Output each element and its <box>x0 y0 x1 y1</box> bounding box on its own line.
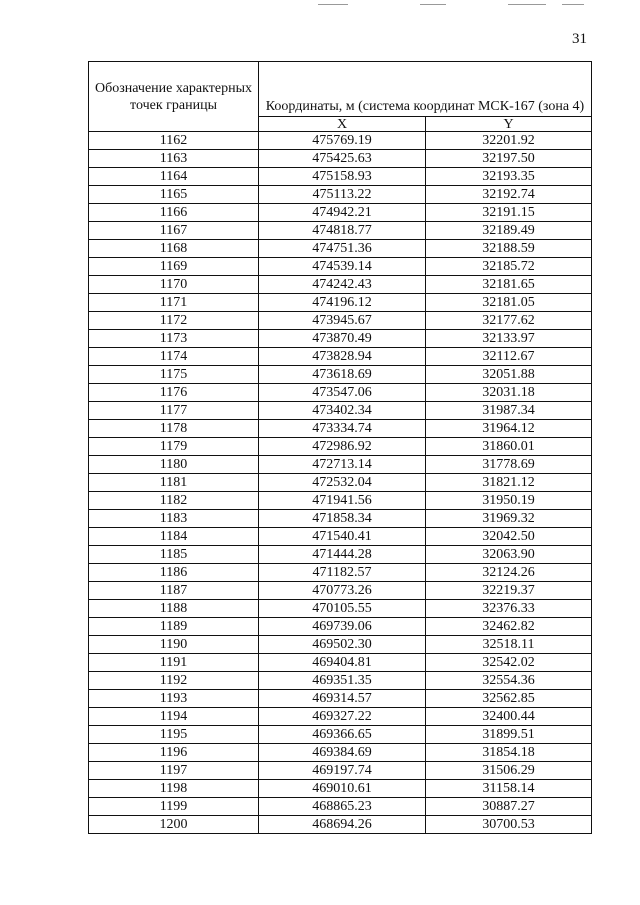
x-coordinate-cell: 471858.34 <box>259 510 426 528</box>
y-coordinate-cell: 32189.49 <box>426 222 592 240</box>
table-row <box>89 780 592 798</box>
y-coordinate-cell: 32124.26 <box>426 564 592 582</box>
x-coordinate-cell: 475425.63 <box>259 150 426 168</box>
table-row <box>89 744 592 762</box>
point-id-cell: 1169 <box>89 258 259 276</box>
x-coordinate-cell: 474942.21 <box>259 204 426 222</box>
point-id-cell: 1175 <box>89 366 259 384</box>
x-coordinate-cell: 468865.23 <box>259 798 426 816</box>
point-id-cell: 1184 <box>89 528 259 546</box>
y-coordinate-cell: 32185.72 <box>426 258 592 276</box>
table-row <box>89 708 592 726</box>
table-row <box>89 546 592 564</box>
table-row <box>89 132 592 150</box>
y-coordinate-cell: 32112.67 <box>426 348 592 366</box>
y-coordinate-cell: 32181.65 <box>426 276 592 294</box>
point-id-cell: 1185 <box>89 546 259 564</box>
scan-artifact-line <box>420 4 446 5</box>
y-coordinate-cell: 32042.50 <box>426 528 592 546</box>
table-row <box>89 150 592 168</box>
table-row <box>89 762 592 780</box>
table-row <box>89 294 592 312</box>
point-id-cell: 1181 <box>89 474 259 492</box>
table-row <box>89 456 592 474</box>
table-row <box>89 312 592 330</box>
y-coordinate-cell: 32542.02 <box>426 654 592 672</box>
scan-artifact-line <box>318 4 348 5</box>
y-coordinate-cell: 32181.05 <box>426 294 592 312</box>
y-coordinate-cell: 32051.88 <box>426 366 592 384</box>
point-id-cell: 1163 <box>89 150 259 168</box>
x-coordinate-cell: 468694.26 <box>259 816 426 834</box>
table-row <box>89 636 592 654</box>
table-row <box>89 168 592 186</box>
point-label-header: Обозначение характерных точек границы <box>89 62 259 132</box>
point-id-cell: 1178 <box>89 420 259 438</box>
y-coordinate-cell: 32201.92 <box>426 132 592 150</box>
table-body <box>89 132 592 834</box>
point-id-cell: 1177 <box>89 402 259 420</box>
x-header: X <box>259 117 426 132</box>
table-row <box>89 510 592 528</box>
y-coordinate-cell: 30700.53 <box>426 816 592 834</box>
x-coordinate-cell: 473334.74 <box>259 420 426 438</box>
x-coordinate-cell: 470105.55 <box>259 600 426 618</box>
y-coordinate-cell: 31964.12 <box>426 420 592 438</box>
y-coordinate-cell: 32219.37 <box>426 582 592 600</box>
table-row <box>89 258 592 276</box>
point-id-cell: 1174 <box>89 348 259 366</box>
point-id-cell: 1188 <box>89 600 259 618</box>
x-coordinate-cell: 474539.14 <box>259 258 426 276</box>
point-id-cell: 1164 <box>89 168 259 186</box>
x-coordinate-cell: 469197.74 <box>259 762 426 780</box>
point-id-cell: 1180 <box>89 456 259 474</box>
y-coordinate-cell: 31854.18 <box>426 744 592 762</box>
x-coordinate-cell: 471182.57 <box>259 564 426 582</box>
x-coordinate-cell: 469314.57 <box>259 690 426 708</box>
point-id-cell: 1170 <box>89 276 259 294</box>
x-coordinate-cell: 469327.22 <box>259 708 426 726</box>
y-coordinate-cell: 31158.14 <box>426 780 592 798</box>
x-coordinate-cell: 473547.06 <box>259 384 426 402</box>
point-id-cell: 1187 <box>89 582 259 600</box>
x-coordinate-cell: 470773.26 <box>259 582 426 600</box>
point-id-cell: 1182 <box>89 492 259 510</box>
y-coordinate-cell: 32031.18 <box>426 384 592 402</box>
point-id-cell: 1198 <box>89 780 259 798</box>
table-row <box>89 564 592 582</box>
y-coordinate-cell: 32192.74 <box>426 186 592 204</box>
table-row <box>89 276 592 294</box>
x-coordinate-cell: 475113.22 <box>259 186 426 204</box>
point-id-cell: 1196 <box>89 744 259 762</box>
x-coordinate-cell: 471444.28 <box>259 546 426 564</box>
point-id-cell: 1194 <box>89 708 259 726</box>
point-id-cell: 1190 <box>89 636 259 654</box>
x-coordinate-cell: 469384.69 <box>259 744 426 762</box>
table-row <box>89 654 592 672</box>
table-row <box>89 384 592 402</box>
point-id-cell: 1200 <box>89 816 259 834</box>
x-coordinate-cell: 473870.49 <box>259 330 426 348</box>
y-coordinate-cell: 30887.27 <box>426 798 592 816</box>
y-header: Y <box>426 117 592 132</box>
x-coordinate-cell: 472532.04 <box>259 474 426 492</box>
table-row <box>89 366 592 384</box>
point-id-cell: 1186 <box>89 564 259 582</box>
point-id-cell: 1197 <box>89 762 259 780</box>
table-row <box>89 204 592 222</box>
table-row <box>89 222 592 240</box>
y-coordinate-cell: 31950.19 <box>426 492 592 510</box>
table-row <box>89 726 592 744</box>
table-row <box>89 528 592 546</box>
x-coordinate-cell: 471941.56 <box>259 492 426 510</box>
x-coordinate-cell: 472713.14 <box>259 456 426 474</box>
x-coordinate-cell: 473618.69 <box>259 366 426 384</box>
y-coordinate-cell: 31899.51 <box>426 726 592 744</box>
x-coordinate-cell: 469404.81 <box>259 654 426 672</box>
y-coordinate-cell: 32518.11 <box>426 636 592 654</box>
table-row <box>89 438 592 456</box>
point-id-cell: 1179 <box>89 438 259 456</box>
y-coordinate-cell: 31778.69 <box>426 456 592 474</box>
x-coordinate-cell: 473945.67 <box>259 312 426 330</box>
x-coordinate-cell: 474818.77 <box>259 222 426 240</box>
y-coordinate-cell: 31860.01 <box>426 438 592 456</box>
y-coordinate-cell: 31821.12 <box>426 474 592 492</box>
point-id-cell: 1176 <box>89 384 259 402</box>
point-id-cell: 1191 <box>89 654 259 672</box>
x-coordinate-cell: 471540.41 <box>259 528 426 546</box>
table-row <box>89 240 592 258</box>
y-coordinate-cell: 32063.90 <box>426 546 592 564</box>
table-row <box>89 402 592 420</box>
y-coordinate-cell: 32400.44 <box>426 708 592 726</box>
coordinates-table <box>88 61 592 834</box>
x-coordinate-cell: 475158.93 <box>259 168 426 186</box>
y-coordinate-cell: 32562.85 <box>426 690 592 708</box>
point-id-cell: 1193 <box>89 690 259 708</box>
point-id-cell: 1199 <box>89 798 259 816</box>
y-coordinate-cell: 32177.62 <box>426 312 592 330</box>
y-coordinate-cell: 32554.36 <box>426 672 592 690</box>
point-id-cell: 1168 <box>89 240 259 258</box>
y-coordinate-cell: 32188.59 <box>426 240 592 258</box>
table-header <box>89 62 592 132</box>
point-id-cell: 1166 <box>89 204 259 222</box>
point-id-cell: 1167 <box>89 222 259 240</box>
point-id-cell: 1172 <box>89 312 259 330</box>
y-coordinate-cell: 31987.34 <box>426 402 592 420</box>
point-id-cell: 1171 <box>89 294 259 312</box>
table-row <box>89 348 592 366</box>
x-coordinate-cell: 469351.35 <box>259 672 426 690</box>
coordinates-header: Координаты, м (система координат МСК-167 (зона 4) <box>259 62 592 117</box>
point-id-cell: 1189 <box>89 618 259 636</box>
x-coordinate-cell: 475769.19 <box>259 132 426 150</box>
y-coordinate-cell: 31969.32 <box>426 510 592 528</box>
point-id-cell: 1162 <box>89 132 259 150</box>
y-coordinate-cell: 32133.97 <box>426 330 592 348</box>
y-coordinate-cell: 32376.33 <box>426 600 592 618</box>
point-id-cell: 1165 <box>89 186 259 204</box>
x-coordinate-cell: 473828.94 <box>259 348 426 366</box>
y-coordinate-cell: 32193.35 <box>426 168 592 186</box>
table-row <box>89 420 592 438</box>
table-row <box>89 330 592 348</box>
x-coordinate-cell: 472986.92 <box>259 438 426 456</box>
y-coordinate-cell: 32462.82 <box>426 618 592 636</box>
table-row <box>89 690 592 708</box>
point-id-cell: 1195 <box>89 726 259 744</box>
x-coordinate-cell: 469739.06 <box>259 618 426 636</box>
x-coordinate-cell: 473402.34 <box>259 402 426 420</box>
table-row <box>89 816 592 834</box>
y-coordinate-cell: 32191.15 <box>426 204 592 222</box>
point-id-cell: 1173 <box>89 330 259 348</box>
point-id-cell: 1183 <box>89 510 259 528</box>
point-id-cell: 1192 <box>89 672 259 690</box>
table-row <box>89 492 592 510</box>
table-row <box>89 474 592 492</box>
x-coordinate-cell: 469010.61 <box>259 780 426 798</box>
y-coordinate-cell: 32197.50 <box>426 150 592 168</box>
table-row <box>89 582 592 600</box>
table-row <box>89 618 592 636</box>
x-coordinate-cell: 469502.30 <box>259 636 426 654</box>
x-coordinate-cell: 474196.12 <box>259 294 426 312</box>
x-coordinate-cell: 474242.43 <box>259 276 426 294</box>
table-row <box>89 672 592 690</box>
page-number: 31 <box>572 31 587 47</box>
y-coordinate-cell: 31506.29 <box>426 762 592 780</box>
x-coordinate-cell: 469366.65 <box>259 726 426 744</box>
x-coordinate-cell: 474751.36 <box>259 240 426 258</box>
scan-artifact-line <box>562 4 584 5</box>
scan-artifact-line <box>508 4 546 5</box>
table-row <box>89 186 592 204</box>
table-row <box>89 600 592 618</box>
table-row <box>89 798 592 816</box>
